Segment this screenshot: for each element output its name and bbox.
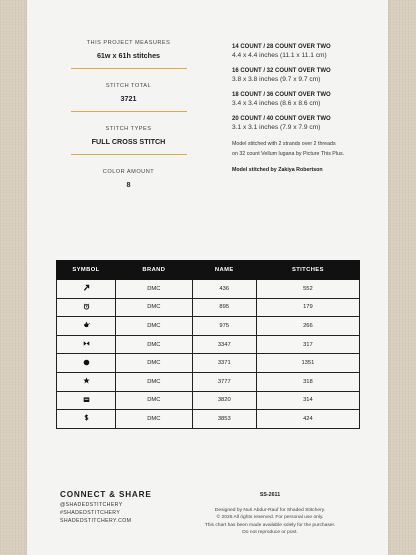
fabric-counts [232,44,392,173]
arrow-icon [83,284,90,291]
pattern-code: SS-2611 [259,492,281,498]
brand-cell: DMC [116,335,193,354]
alarm-clock-icon [83,303,90,310]
star-icon [83,377,90,384]
stitches-cell: 1351 [256,354,359,373]
table-row [57,354,360,373]
name-cell: 3853 [192,410,256,429]
brand-cell: DMC [116,372,193,391]
table-row [57,372,360,391]
table-row [57,410,360,429]
divider [71,68,187,69]
name-cell: 3371 [192,354,256,373]
brand-cell: DMC [116,391,193,410]
stitches-cell: 266 [256,317,359,336]
connect-title: CONNECT & SHARE [60,490,152,499]
table-row [57,298,360,317]
social-hashtag: #SHADEDSTITCHERY [60,509,121,516]
stitches-cell: 424 [256,410,359,429]
count-heading: 18 COUNT / 36 COUNT OVER TWO [232,92,331,98]
name-cell: 3347 [192,335,256,354]
filled-circle-icon [83,359,90,366]
color-amount-value: 8 [126,180,131,189]
legal-line: This chart has been made available solely for the purchaser. [204,522,336,528]
model-note-line: on 32 count Vellum lugana by Picture This Plus. [232,151,345,158]
dollar-icon [83,414,90,421]
measures-value: 61w x 61h stitches [96,51,161,60]
social-handle: @SHADEDSTITCHERY [60,502,123,508]
count-size: 3.4 x 3.4 inches (8.6 x 8.6 cm) [232,100,321,107]
count-group [232,44,392,59]
stitches-cell: 552 [256,280,359,299]
box-icon [83,396,90,403]
brand-cell: DMC [116,280,193,299]
count-size: 4.4 x 4.4 inches (11.1 x 11.1 cm) [232,52,327,59]
model-byline: Model stitched by Zakiya Robertson [232,167,323,174]
table-header-row [57,261,360,280]
header-symbol: SYMBOL [57,261,116,280]
count-size: 3.1 x 3.1 inches (7.9 x 7.9 cm) [232,124,321,131]
model-note-line: Model stitched with 2 strands over 2 threads [232,141,336,147]
header-name: NAME [192,261,256,280]
legal-line: © 2026 All rights reserved. For personal use only. [216,515,324,521]
count-heading: 16 COUNT / 32 COUNT OVER TWO [232,68,331,74]
divider [71,111,187,112]
count-group [232,68,392,83]
website-link[interactable]: SHADEDSTITCHERY.COM [60,517,132,524]
count-heading: 20 COUNT / 40 COUNT OVER TWO [232,116,331,122]
stitches-cell: 314 [256,391,359,410]
count-size: 3.8 x 3.8 inches (9.7 x 9.7 cm) [232,76,321,83]
header-brand: BRAND [116,261,193,280]
name-cell: 975 [192,317,256,336]
table-row [57,280,360,299]
table-row [57,317,360,336]
footer [195,492,345,536]
stitches-cell: 317 [256,335,359,354]
brand-cell: DMC [116,354,193,373]
stitch-total-label: STITCH TOTAL [105,83,152,89]
project-summary [63,40,194,189]
name-cell: 3777 [192,372,256,391]
brand-cell: DMC [116,298,193,317]
name-cell: 895 [192,298,256,317]
name-cell: 436 [192,280,256,299]
legal-line: Do not reproduce or post. [242,530,298,536]
count-group [232,116,392,131]
brand-cell: DMC [116,317,193,336]
count-group [232,92,392,107]
connect-section [60,490,152,525]
count-heading: 14 COUNT / 28 COUNT OVER TWO [232,44,331,50]
name-cell: 3820 [192,391,256,410]
bowtie-icon [83,340,90,347]
brand-cell: DMC [116,410,193,429]
stitches-cell: 318 [256,372,359,391]
stitches-cell: 179 [256,298,359,317]
table-row [57,335,360,354]
stitch-types-value: FULL CROSS STITCH [91,137,166,146]
stitch-total-value: 3721 [120,94,137,103]
table-row [57,391,360,410]
legal-line: Designed by Nuri Abdur-Rauf for Shaded Stitchery. [214,508,326,513]
stitch-types-label: STITCH TYPES [105,126,152,132]
divider [71,154,187,155]
header-stitches: STITCHES [256,261,359,280]
teapot-icon [83,321,90,328]
color-amount-label: COLOR AMOUNT [102,169,155,175]
measures-label: THIS PROJECT MEASURES [86,40,171,46]
thread-key-table [56,260,360,429]
